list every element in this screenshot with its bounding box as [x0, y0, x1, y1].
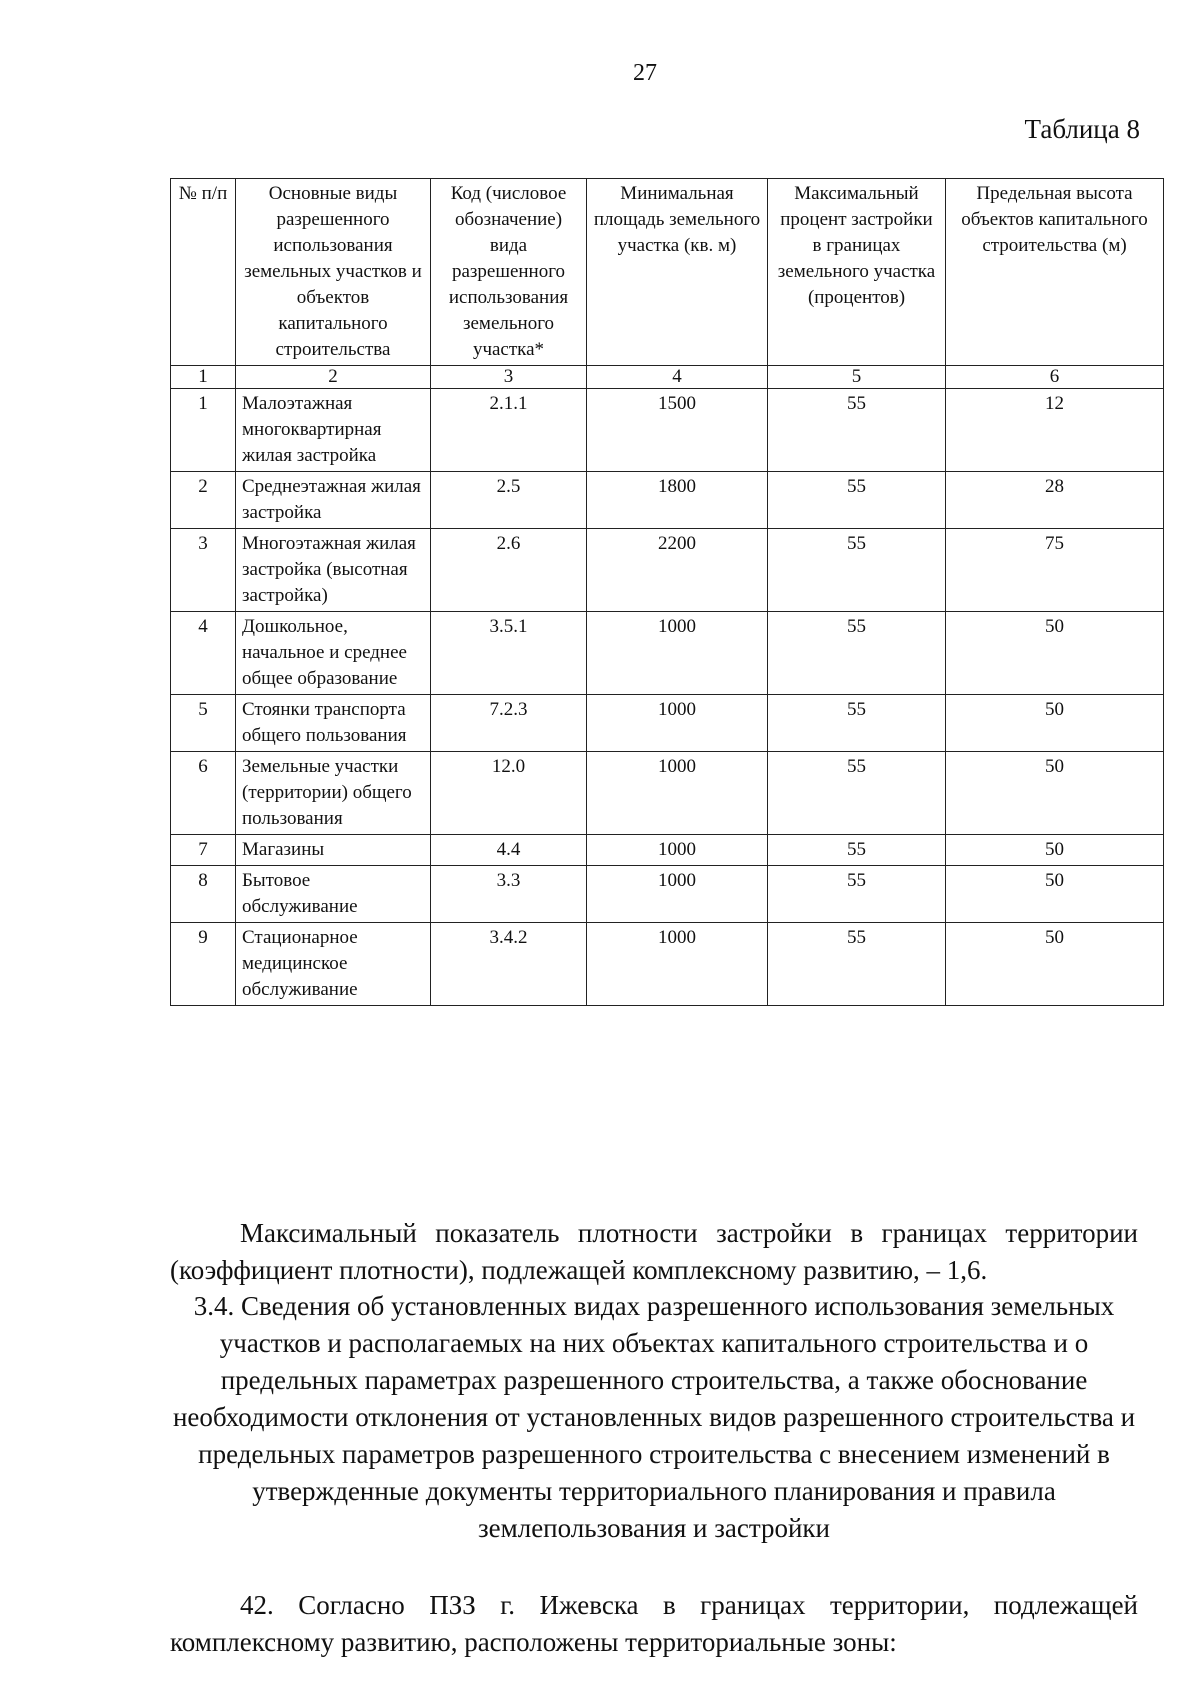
row-code: 2.1.1 — [431, 389, 587, 472]
row-max-percent: 55 — [768, 612, 946, 695]
row-min-area: 1000 — [587, 695, 768, 752]
row-max-percent: 55 — [768, 472, 946, 529]
row-number: 6 — [171, 752, 236, 835]
row-max-percent: 55 — [768, 389, 946, 472]
column-number: 3 — [431, 366, 587, 389]
row-use-type: Малоэтажная многоквартирная жилая застройка — [236, 389, 431, 472]
row-number: 5 — [171, 695, 236, 752]
table-row — [171, 923, 1164, 1006]
row-max-height: 50 — [946, 866, 1164, 923]
row-max-percent: 55 — [768, 695, 946, 752]
column-number-row — [171, 366, 1164, 389]
row-number: 1 — [171, 389, 236, 472]
density-paragraph: Максимальный показатель плотности застройки в границах территории (коэффициент плотности), подлежащей комплексному развитию, – 1,6. — [170, 1218, 1138, 1285]
row-use-type: Стационарное медицинское обслуживание — [236, 923, 431, 1006]
row-use-type: Бытовое обслуживание — [236, 866, 431, 923]
row-use-type: Многоэтажная жилая застройка (высотная застройка) — [236, 529, 431, 612]
row-code: 2.6 — [431, 529, 587, 612]
row-max-height: 28 — [946, 472, 1164, 529]
row-max-percent: 55 — [768, 866, 946, 923]
header-max-height: Предельная высота объектов капитального строительства (м) — [946, 179, 1164, 366]
row-use-type: Земельные участки (территории) общего пользования — [236, 752, 431, 835]
row-number: 2 — [171, 472, 236, 529]
row-max-height: 50 — [946, 612, 1164, 695]
land-use-table — [170, 178, 1164, 1006]
column-number: 4 — [587, 366, 768, 389]
row-max-percent: 55 — [768, 923, 946, 1006]
row-code: 12.0 — [431, 752, 587, 835]
table-row — [171, 866, 1164, 923]
row-code: 3.3 — [431, 866, 587, 923]
row-min-area: 1000 — [587, 866, 768, 923]
column-number: 1 — [171, 366, 236, 389]
row-max-height: 50 — [946, 923, 1164, 1006]
row-use-type: Среднеэтажная жилая застройка — [236, 472, 431, 529]
row-code: 7.2.3 — [431, 695, 587, 752]
row-max-height: 50 — [946, 695, 1164, 752]
row-use-type: Дошкольное, начальное и среднее общее образование — [236, 612, 431, 695]
row-min-area: 1000 — [587, 752, 768, 835]
table-row — [171, 835, 1164, 866]
header-number: № п/п — [171, 179, 236, 366]
row-number: 3 — [171, 529, 236, 612]
table-caption: Таблица 8 — [1024, 114, 1140, 144]
row-min-area: 1500 — [587, 389, 768, 472]
row-number: 7 — [171, 835, 236, 866]
header-use-type: Основные виды разрешенного использования земельных участков и объектов капитального строительства — [236, 179, 431, 366]
table-header-row — [171, 179, 1164, 366]
row-max-height: 12 — [946, 389, 1164, 472]
column-number: 6 — [946, 366, 1164, 389]
header-max-percent: Максимальный процент застройки в границах земельного участка (процентов) — [768, 179, 946, 366]
header-min-area: Минимальная площадь земельного участка (кв. м) — [587, 179, 768, 366]
row-max-height: 75 — [946, 529, 1164, 612]
table-row — [171, 472, 1164, 529]
row-use-type: Стоянки транспорта общего пользования — [236, 695, 431, 752]
section-heading: 3.4. Сведения об установленных видах разрешенного использования земельных участков и располагаемых на них объектах капитального строительства и о предельных параметрах разрешенного строительства, а также обоснование необходимости отклонения от установленных видов разрешенного строительства и предельных параметров разрешенного строительства с внесением изменений в утвержденные документы территориального планирования и правила землепользования и застройки — [172, 1291, 1136, 1543]
row-max-height: 50 — [946, 752, 1164, 835]
row-max-height: 50 — [946, 835, 1164, 866]
table-row — [171, 752, 1164, 835]
row-number: 8 — [171, 866, 236, 923]
row-code: 2.5 — [431, 472, 587, 529]
header-code: Код (числовое обозначение) вида разрешенного использования земельного участка* — [431, 179, 587, 366]
row-min-area: 2200 — [587, 529, 768, 612]
row-max-percent: 55 — [768, 529, 946, 612]
column-number: 2 — [236, 366, 431, 389]
column-number: 5 — [768, 366, 946, 389]
row-min-area: 1000 — [587, 923, 768, 1006]
row-number: 4 — [171, 612, 236, 695]
table-row — [171, 695, 1164, 752]
paragraph-42: 42. Согласно ПЗЗ г. Ижевска в границах территории, подлежащей комплексному развитию, расположены территориальные зоны: — [170, 1590, 1138, 1657]
row-max-percent: 55 — [768, 835, 946, 866]
row-code: 3.5.1 — [431, 612, 587, 695]
table-row — [171, 389, 1164, 472]
table-row — [171, 529, 1164, 612]
row-code: 4.4 — [431, 835, 587, 866]
page-number: 27 — [633, 60, 657, 86]
row-code: 3.4.2 — [431, 923, 587, 1006]
row-min-area: 1800 — [587, 472, 768, 529]
row-min-area: 1000 — [587, 835, 768, 866]
row-max-percent: 55 — [768, 752, 946, 835]
row-min-area: 1000 — [587, 612, 768, 695]
table-row — [171, 612, 1164, 695]
row-use-type: Магазины — [236, 835, 431, 866]
row-number: 9 — [171, 923, 236, 1006]
